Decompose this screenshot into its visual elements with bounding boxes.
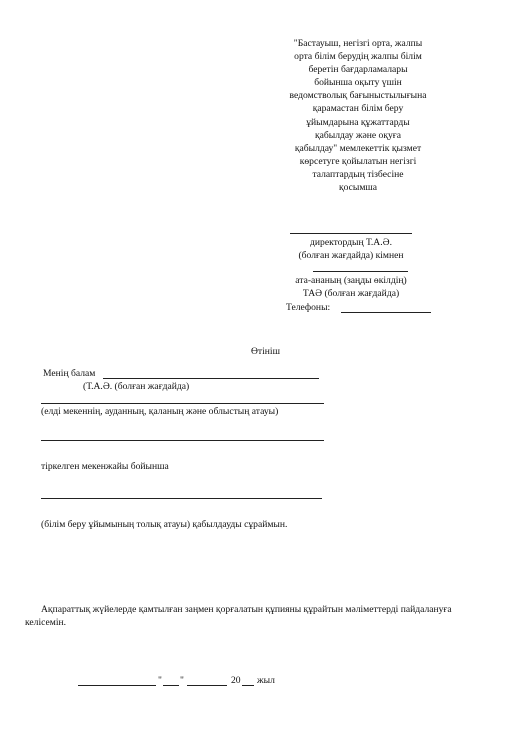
consent-text-cont: келісемін. (25, 617, 67, 628)
child-name-hint: (Т.А.Ә. (болған жағдайда) (83, 381, 190, 392)
attachment-line: ведомстволық бағыныстылығына (289, 90, 427, 102)
attachment-line: беретін бағдарламалары (308, 64, 408, 76)
phone-field[interactable] (341, 312, 431, 313)
quote-close: " (180, 675, 184, 686)
attachment-line: қосымша (338, 182, 378, 194)
director-label: директордың Т.А.Ә. (310, 237, 392, 248)
attachment-line: ұйымдарына құжаттарды (306, 116, 410, 128)
consent-text: Ақпараттық жүйелерде қамтылған заңмен қорғалатын құпияны құрайтын мәліметтерді пайдалануға (41, 604, 452, 615)
year-field[interactable] (242, 685, 254, 686)
organization-field[interactable] (41, 498, 322, 499)
locality-hint: (елді мекеннің, ауданның, қаланың және облыстың атауы) (41, 406, 279, 417)
request-text: (білім беру ұйымының толық атауы) қабылдауды сұраймын. (41, 519, 288, 530)
director-name-line[interactable] (290, 233, 412, 234)
year-prefix: 20 (231, 675, 241, 686)
parent-label: ата-ананың (заңды өкілдің) (295, 275, 407, 286)
parent-name-label: ТАӘ (болған жағдайда) (302, 288, 400, 299)
quote-open: " (158, 675, 162, 686)
attachment-line: көрсетуге қойылатын негізгі (299, 155, 417, 167)
phone-label: Телефоны: (286, 302, 331, 313)
month-field[interactable] (187, 685, 227, 686)
attachment-line: қарамастан білім беру (312, 103, 404, 115)
parent-name-line[interactable] (313, 271, 408, 272)
signature-field[interactable] (78, 685, 156, 686)
child-name-field[interactable] (103, 378, 319, 379)
attachment-line: бойынша оқыту үшін (314, 77, 402, 89)
child-label: Менің балам (43, 368, 96, 379)
locality-field[interactable] (41, 403, 324, 404)
attachment-line: қабылдау және оқуға (314, 129, 401, 141)
director-note: (болған жағдайда) кімнен (298, 250, 404, 261)
attachment-line: қабылдау" мемлекеттік қызмет (294, 142, 422, 154)
attachment-line: "Бастауыш, негізгі орта, жалпы (293, 38, 423, 49)
attachment-line: талаптардың тізбесіне (312, 168, 404, 180)
attachment-line: орта білім берудің жалпы білім (294, 51, 422, 63)
address-field[interactable] (41, 440, 324, 441)
day-field[interactable] (163, 685, 179, 686)
attachment-note (262, 37, 454, 194)
year-suffix: жыл (257, 675, 275, 686)
registered-label: тіркелген мекенжайы бойынша (41, 461, 169, 472)
application-title: Өтініш (251, 346, 280, 357)
